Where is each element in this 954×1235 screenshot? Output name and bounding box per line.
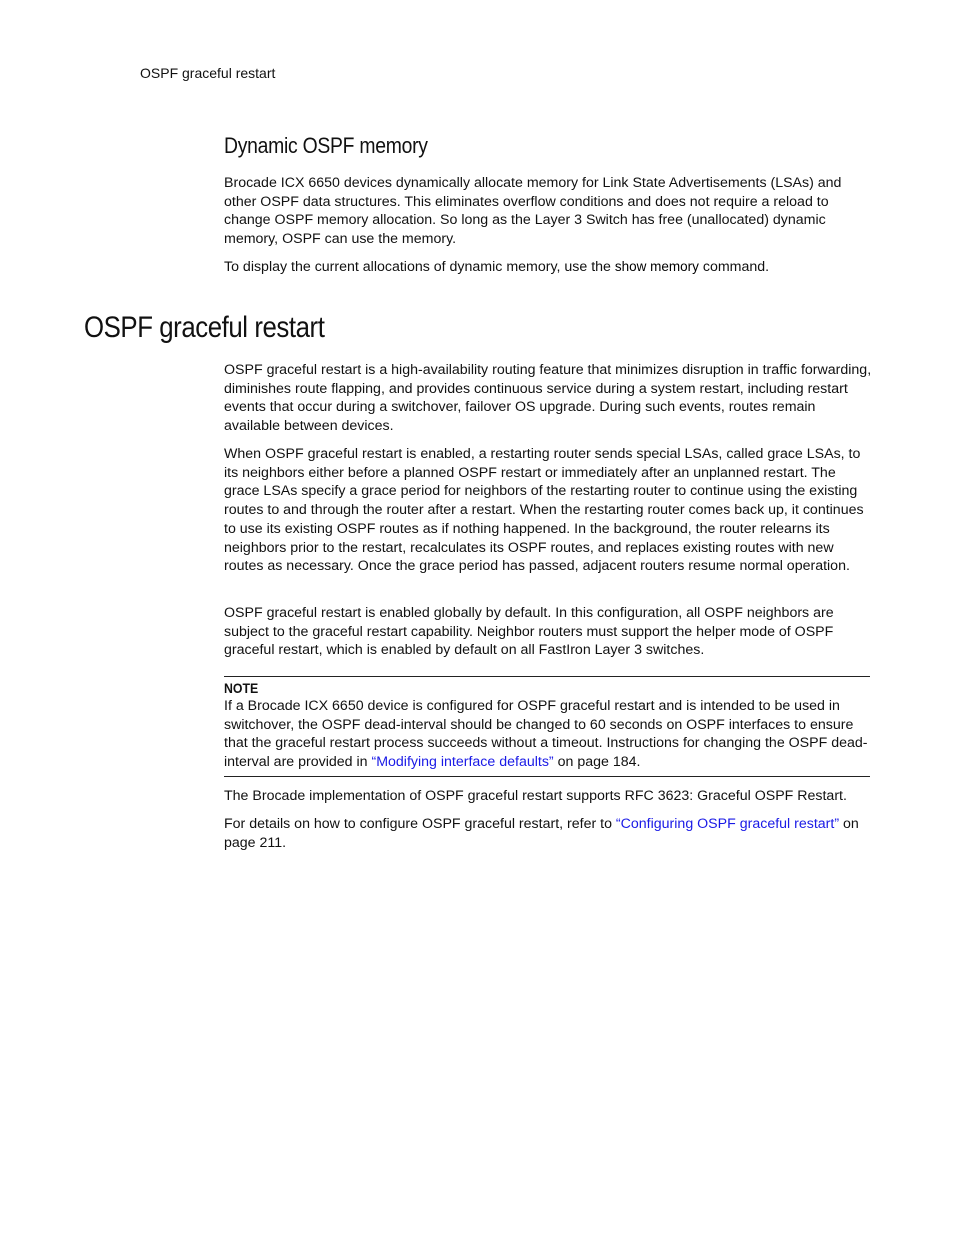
rfc-support-paragraph: The Brocade implementation of OSPF graceful restart supports RFC 3623: Graceful OSPF Restart. bbox=[224, 788, 847, 804]
configure-reference-before: For details on how to configure OSPF graceful restart, refer to bbox=[224, 816, 616, 832]
dynamic-memory-command-paragraph bbox=[224, 258, 874, 277]
note-label: NOTE bbox=[224, 680, 259, 696]
section-title-ospf-graceful-restart: OSPF graceful restart bbox=[84, 311, 325, 344]
show-memory-command: show memory bbox=[614, 259, 699, 274]
note-text-before: If a Brocade ICX 6650 device is configured for OSPF graceful restart and is intended to be used in switchover, the OSPF dead-interval should be changed to 60 seconds on OSPF interfaces to ensure that the graceful restart process succeeds without a timeout. Instructions for changing the OSPF dead-interval are provided in bbox=[224, 698, 868, 771]
command-intro-text: To display the current allocations of dynamic memory, use the bbox=[224, 259, 615, 275]
configure-reference-after: on page 211. bbox=[224, 816, 859, 851]
note-text-after: on page 184. bbox=[553, 754, 641, 771]
configuring-ospf-graceful-restart-link[interactable]: “Configuring OSPF graceful restart” bbox=[615, 816, 840, 832]
command-outro-text: command. bbox=[698, 259, 770, 275]
note-bottom-divider bbox=[224, 776, 870, 777]
configure-reference-paragraph bbox=[224, 815, 874, 852]
graceful-restart-grace-lsa-paragraph: When OSPF graceful restart is enabled, a restarting router sends special LSAs, called grace LSAs, to its neighbors either before a planned OSPF restart or immediately after an unplanned restart. The grace LSAs specify a grace period for neighbors of the restarting router to continue using the existing routes to and through the router after a restart. When the restarting router comes back up, it continues to use its existing OSPF routes as if nothing happened. In the background, the router relearns its neighbors prior to the restart, recalculates its OSPF routes, and replaces existing routes with new routes as necessary. Once the grace period has passed, adjacent routers resume normal operation. bbox=[224, 446, 864, 575]
dynamic-memory-paragraph: Brocade ICX 6650 devices dynamically allocate memory for Link State Advertisements (LSAs) and other OSPF data structures. This eliminates overflow conditions and does not require a reload to change OSPF memory allocation. So long as the Layer 3 Switch has free (unallocated) dynamic memory, OSPF can use the memory. bbox=[224, 175, 842, 248]
graceful-restart-default-paragraph: OSPF graceful restart is enabled globally by default. In this configuration, all OSPF neighbors are subject to the graceful restart capability. Neighbor routers must support the helper mode of OSPF graceful restart, which is enabled by default on all FastIron Layer 3 switches. bbox=[224, 605, 834, 659]
section-title-dynamic-ospf-memory: Dynamic OSPF memory bbox=[224, 133, 428, 158]
note-text bbox=[224, 697, 874, 772]
running-header: OSPF graceful restart bbox=[140, 65, 276, 81]
modifying-interface-defaults-link[interactable]: “Modifying interface defaults” bbox=[371, 754, 554, 771]
note-top-divider bbox=[224, 676, 870, 677]
graceful-restart-intro-paragraph: OSPF graceful restart is a high-availability routing feature that minimizes disruption in traffic forwarding, diminishes route flapping, and provides continuous service during a system restart, including restart events that occur during a switchover, failover OS upgrade. During such events, routes remain available between devices. bbox=[224, 362, 872, 435]
